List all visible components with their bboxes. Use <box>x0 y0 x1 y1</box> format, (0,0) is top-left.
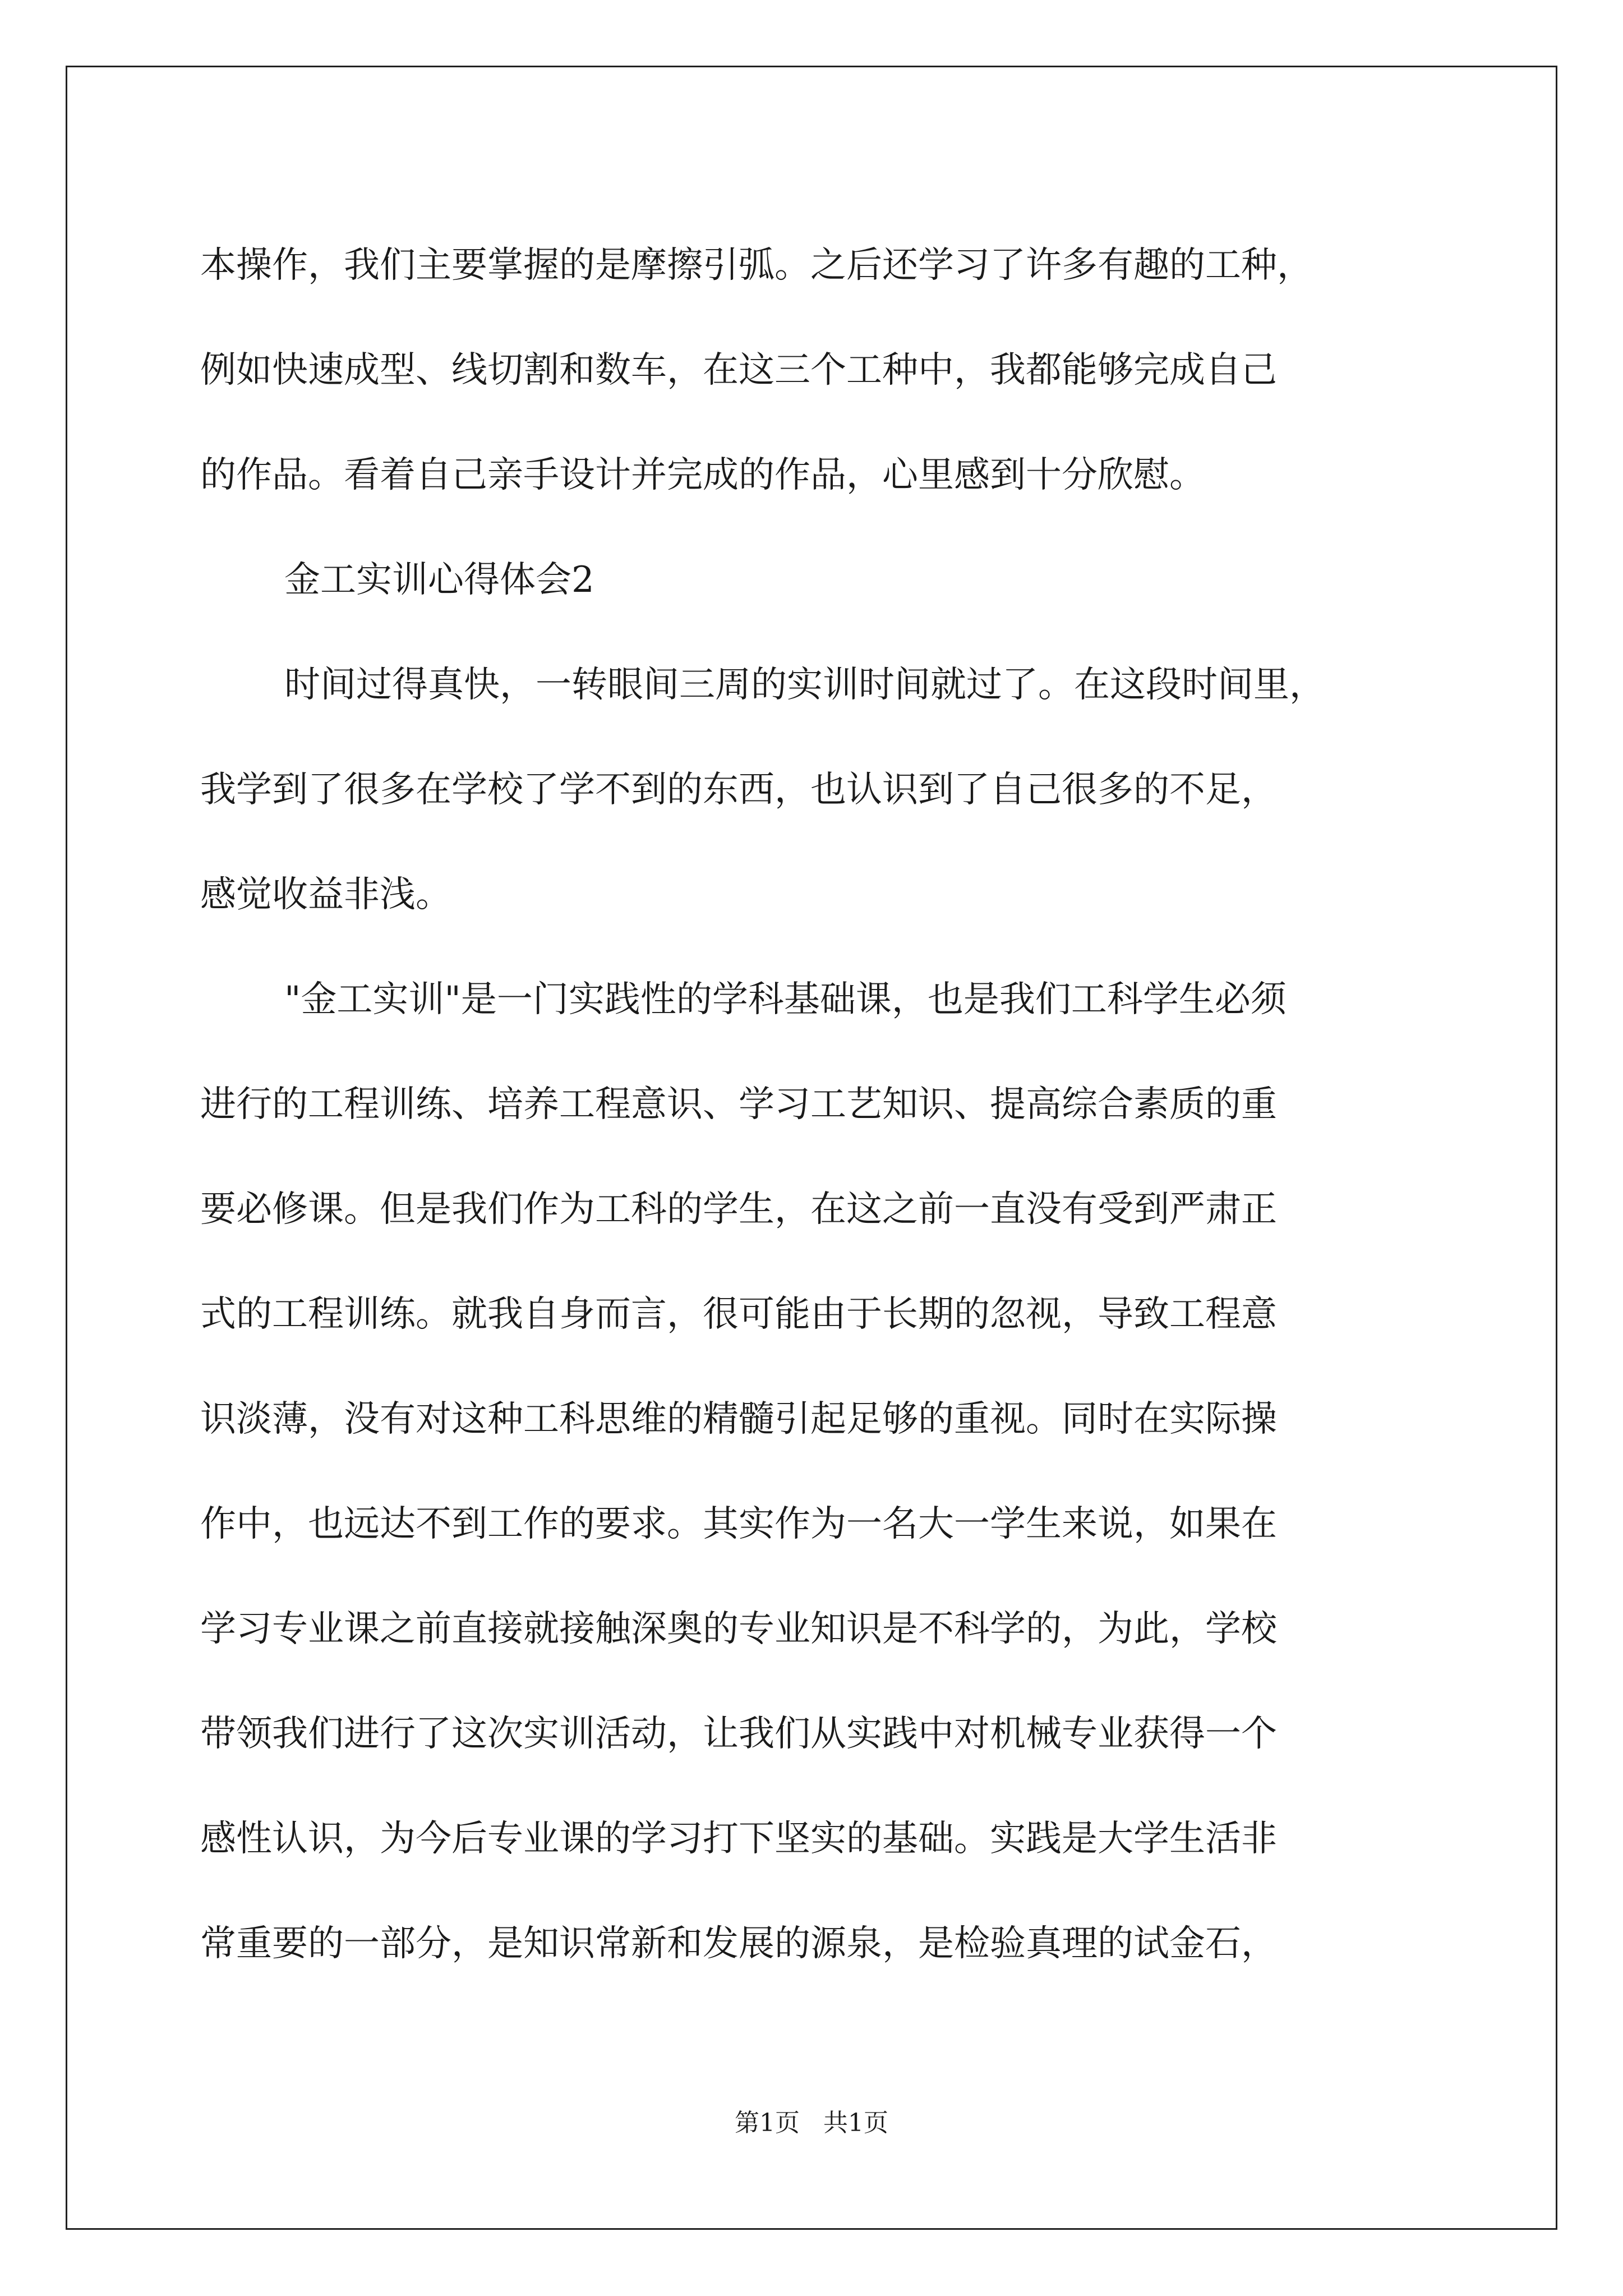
text-line: 识淡薄，没有对这种工科思维的精髓引起足够的重视。同时在实际操 <box>200 1398 1277 1440</box>
text-line: 进行的工程训练、培养工程意识、学习工艺知识、提高综合素质的重 <box>200 1084 1277 1125</box>
text-line: 本操作，我们主要掌握的是摩擦引弧。之后还学习了许多有趣的工种， <box>200 245 1313 286</box>
paragraph-start-line: 时间过得真快，一转眼间三周的实训时间就过了。在这段时间里， <box>284 664 1325 706</box>
text-line: 我学到了很多在学校了学不到的东西，也认识到了自己很多的不足， <box>200 769 1277 811</box>
text-line: 的作品。看着自己亲手设计并完成的作品，心里感到十分欣慰。 <box>200 454 1205 496</box>
paragraph-start-line: "金工实训"是一门实践性的学科基础课，也是我们工科学生必须 <box>284 979 1287 1020</box>
section-heading: 金工实训心得体会2 <box>284 559 594 601</box>
text-line: 要必修课。但是我们作为工科的学生，在这之前一直没有受到严肃正 <box>200 1189 1277 1230</box>
page-number-footer: 第1页 共1页 <box>735 2109 888 2137</box>
text-line: 常重要的一部分，是知识常新和发展的源泉，是检验真理的试金石， <box>200 1923 1277 1964</box>
text-line: 作中，也远达不到工作的要求。其实作为一名大一学生来说，如果在 <box>200 1503 1277 1545</box>
document-body <box>200 213 1434 1996</box>
text-line: 式的工程训练。就我自身而言，很可能由于长期的忽视，导致工程意 <box>200 1294 1277 1335</box>
text-line: 例如快速成型、线切割和数车，在这三个工种中，我都能够完成自己 <box>200 349 1277 391</box>
text-line: 学习专业课之前直接就接触深奥的专业知识是不科学的，为此，学校 <box>200 1608 1277 1650</box>
text-line: 感性认识，为今后专业课的学习打下坚实的基础。实践是大学生活非 <box>200 1818 1277 1860</box>
text-line: 带领我们进行了这次实训活动，让我们从实践中对机械专业获得一个 <box>200 1713 1277 1755</box>
text-line: 感觉收益非浅。 <box>200 874 451 915</box>
